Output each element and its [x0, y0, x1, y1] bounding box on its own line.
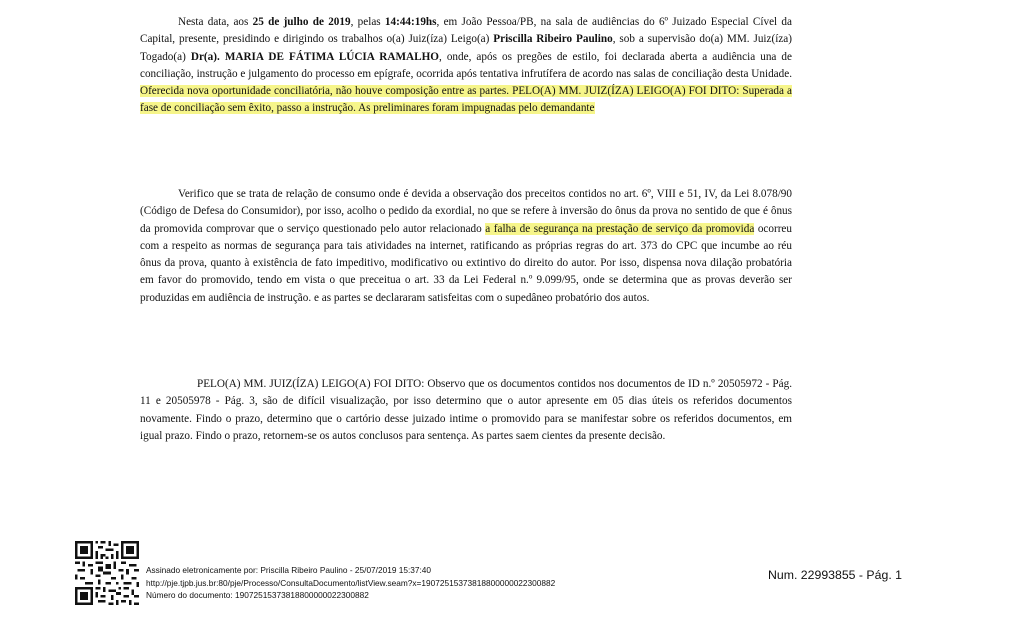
paragraph-decision — [140, 376, 792, 445]
document-number: Número do documento: 19072515373818800000022300882 — [146, 590, 369, 601]
signature-line: Assinado eletronicamente por: Priscilla Ribeiro Paulino - 25/07/2019 15:37:40 — [146, 565, 432, 575]
hearing-date: 25 de julho de 2019 — [252, 16, 351, 28]
paragraph-consumer-relation — [140, 186, 792, 307]
text-segment: PELO(A) MM. JUIZ(ÍZA) LEIGO(A) FOI DITO: Observo que os documentos contidos nos documentos de ID n.º 20505972 - Pág. 11 e 20505978 - Pág. 3, são de difícil visualização, por isso determino que o autor apresente em 05 dias úteis os referidos documentos novamente. Findo o prazo, determino que o cartório desse juizado intime o promovido para se manifestar sobre os referidos documentos, em igual prazo. Findo o prazo, retornem-se os autos conclusos para sentença. As partes saem cientes da presente decisão. — [140, 378, 792, 442]
page-number: Num. 22993855 - Pág. 1 — [768, 568, 902, 582]
judge-name: MARIA DE FÁTIMA LÚCIA RAMALHO — [224, 50, 439, 63]
text-segment: , pelas — [350, 16, 385, 28]
qr-code-icon — [75, 541, 139, 605]
hearing-time: 14:44:19hs — [384, 16, 437, 28]
text-segment: Verifico que se trata de relação de consumo onde é devida a observação dos preceitos contidos no art. 6º, VIII e 51, IV, da Lei 8.078/90 (Código de Defesa do Consumidor), por isso, acolho o pedido da exordial, no que se refere à inversão do ônus da prova no sentido de que é ônus da promovida comprovar que o serviço questionado pelo autor relacionado — [140, 188, 792, 235]
text-segment: , sob a supervisão do(a) MM. Juiz(íza) Togado(a) — [140, 33, 793, 63]
paragraph-hearing-opening — [140, 14, 792, 118]
highlighted-text: Oferecida nova oportunidade conciliatória, não houve composição entre as partes. PELO(A) MM. JUIZ(ÍZA) LEIGO(A) FOI DITO: Superada a fase de conciliação sem êxito, passo a instrução. As preliminares foram impugnadas pelo demandante — [140, 85, 792, 115]
document-url[interactable]: http://pje.tjpb.jus.br:80/pje/Processo/ConsultaDocumento/listView.seam?x=19072515373818800000022300882 — [146, 577, 556, 588]
lay-judge-name: Priscilla Ribeiro Paulino — [493, 33, 613, 46]
text-segment: ocorreu com a respeito as normas de segurança para tais atividades na internet, ratificando as próprias regras do art. 373 do CPC que incumbe ao réu ônus da prova, quanto à existência de fato impeditivo, modificativo ou extintivo do direito do autor. Por isso, dispensa nova dilação probatória em favor do promovido, tendo em vista o que preceitua o art. 33 da Lei Federal n.º 9.099/95, onde se determina que as provas deverão ser produzidas em audiência de instrução. e as partes se declararam satisfeitas com o supedâneo probatório dos autos. — [140, 222, 792, 304]
signature-block — [146, 564, 555, 602]
text-segment: , em João Pessoa/PB, na sala de audiências do 6º Juizado Especial Cível da Capital, presente, presidindo e dirigindo os trabalhos o(a) Juiz(íza) Leigo(a) — [140, 16, 792, 46]
text-segment: , onde, após os pregões de estilo, foi declarada aberta a audiência una de conciliação, instrução e julgamento do processo em epígrafe, ocorrida após tentativa infrutífera de acordo nas salas de conciliação desta Unidade. — [140, 50, 792, 80]
highlighted-text: a falha de segurança na prestação de serviço da promovida — [485, 222, 755, 235]
judge-title: Dr(a). — [190, 50, 220, 63]
text-segment: Nesta data, aos — [178, 16, 253, 28]
